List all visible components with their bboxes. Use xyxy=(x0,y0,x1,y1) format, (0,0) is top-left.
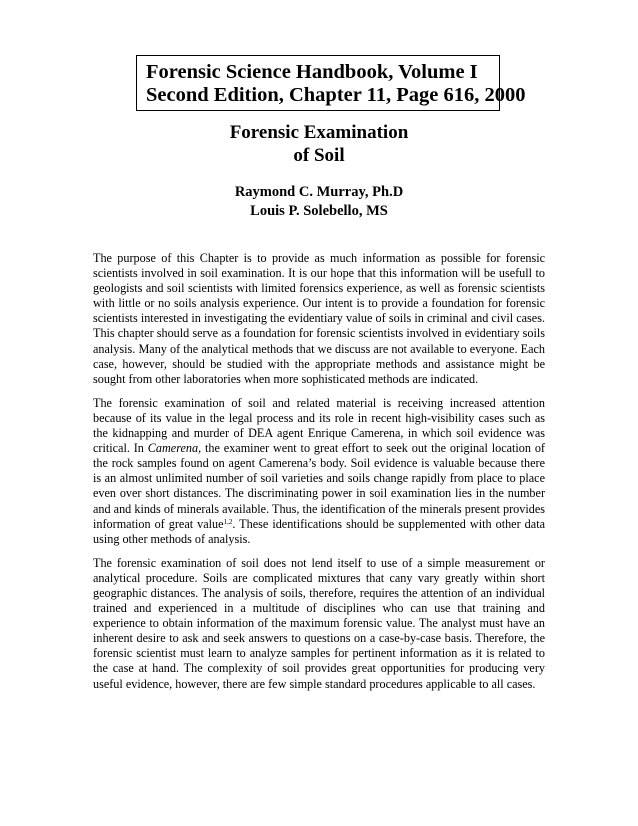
case-name-italic: Camerena, xyxy=(147,441,202,456)
chapter-title-line-1: Forensic Examination xyxy=(229,122,409,143)
body-text xyxy=(93,251,545,701)
paragraph-2 xyxy=(93,396,545,547)
author-name: Raymond C. Murray, Ph.D xyxy=(234,184,404,200)
author-name: Louis P. Solebello, MS xyxy=(250,203,388,219)
paragraph-3: The forensic examination of soil does not lend itself to use of a simple measurement or analytical procedure. Soils are complicated mixtures that cany vary greatly within short geographic distances. The analysis of soils, therefore, requires the attention of an individual trained and experienced in a multitude of disciplines who can use that training and experience to obtain information of the maximum forensic value. The analyst must have an inherent desire to ask and seek answers to questions on a case-by-case basis. Therefore, the forensic scientist must learn to analyze samples for pertinent information as it is related to the case at hand. The complexity of soil provides great opportunities for producing very useful evidence, however, there are few simple standard procedures applicable to all cases. xyxy=(93,555,545,691)
citation-line-2: Second Edition, Chapter 11, Page 616, 2000 xyxy=(146,84,526,106)
author-list xyxy=(0,183,638,221)
paragraph-2-text-a: The forensic examination of soil and related material is receiving increased attention because of its value in the legal process and its role in recent high-visibility cases such as the kidnapping and murder of DEA agent Enrique Camerena, in which soil evidence was critical. In xyxy=(93,395,545,456)
chapter-title-line-2: of Soil xyxy=(293,145,345,166)
paragraph-2-text-b: the examiner went to great effort to seek out the original location of the rock samples found on agent Camerena’s body. Soil evidence is valuable because there is an almost unlimited number of soil varieties and soils change rapidly from place to place even over short distances. The discriminating power in soil examination lies in the number and and kinds of minerals available. Thus, the identification of the minerals present provides information of great value xyxy=(93,441,545,531)
chapter-title xyxy=(0,121,638,167)
citation-superscript: 1,2 xyxy=(223,517,233,526)
paragraph-2-text-c: . These identifications should be supplemented with other data using other methods of analysis. xyxy=(93,516,545,546)
paragraph-1: The purpose of this Chapter is to provide as much information as possible for forensic scientists involved in soil examination. It is our hope that this information will be usefull to geologists and soil scientists with limited forensics experience, as well as forensic scientists with little or no soils analysis experience. Our intent is to provide a foundation for forensic scientists interested in investigating the evidentiary value of soils in criminal and civil cases. This chapter should serve as a foundation for forensic scientists involved in evidentiary soils analysis. Many of the analytical methods that we discuss are not available to everyone. Each case, however, should be studied with the appropriate methods and assistance might be sought from other laboratories when more sophisticated methods are indicated. xyxy=(93,251,545,386)
citation-line-1: Forensic Science Handbook, Volume I xyxy=(146,61,478,83)
citation-header-box xyxy=(136,55,526,111)
